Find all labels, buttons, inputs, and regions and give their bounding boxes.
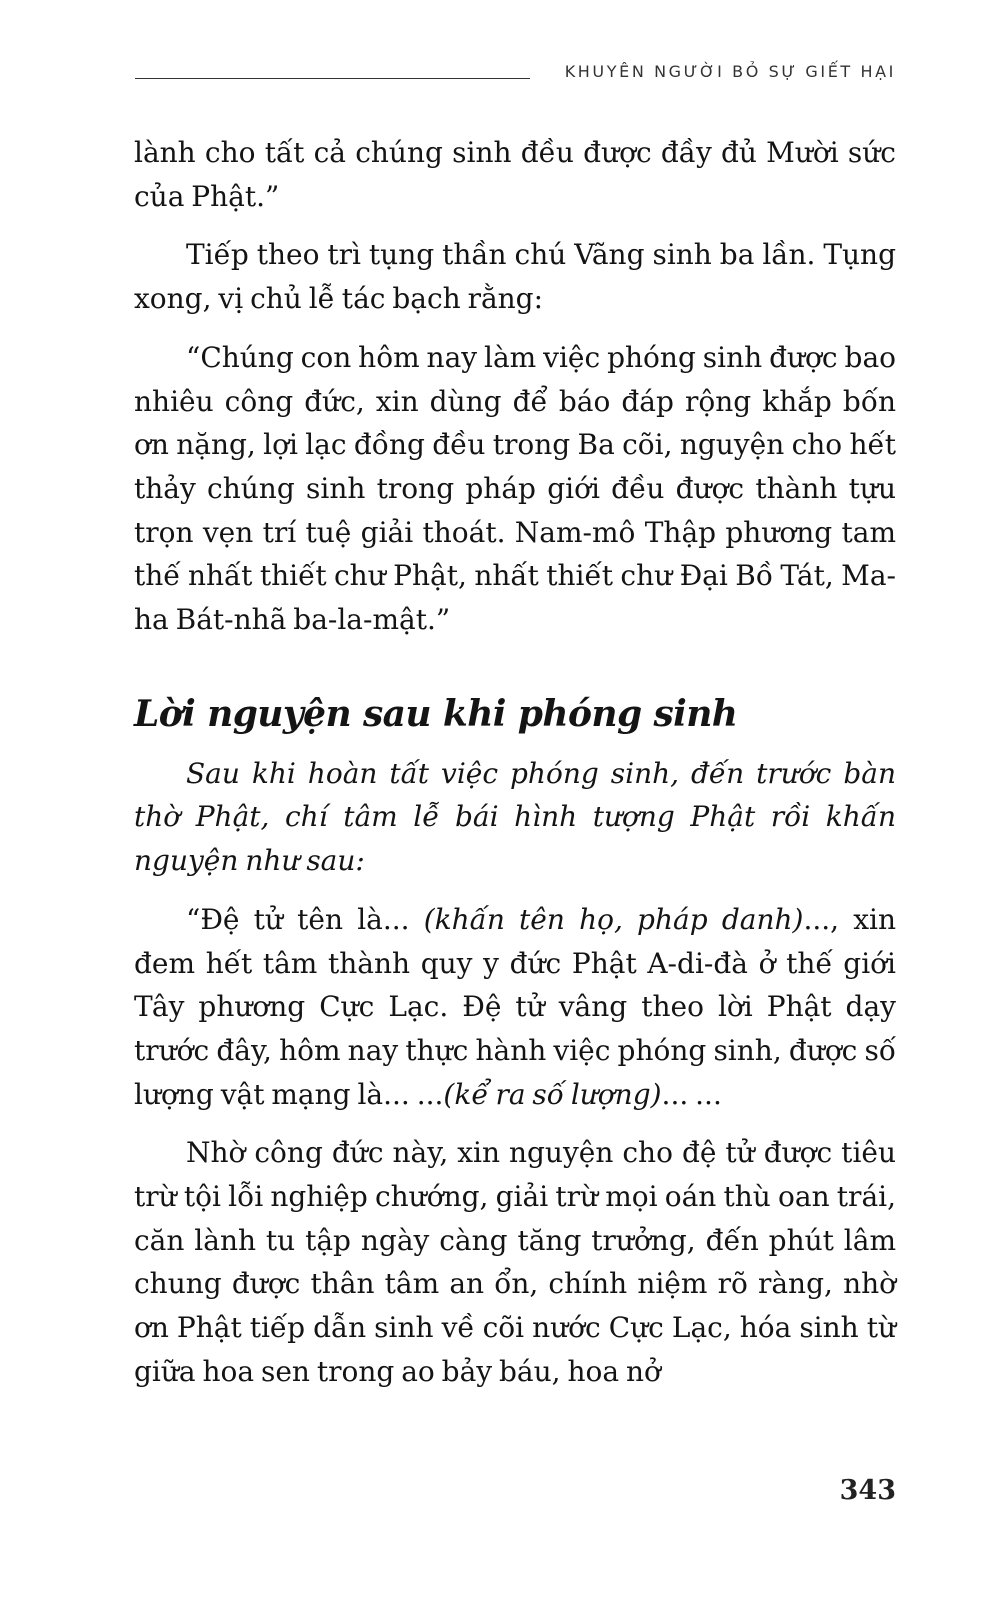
page-number: 343 — [839, 1475, 896, 1506]
paragraph-dedication-prayer: “Chúng con hôm nay làm việc phóng sinh được bao nhiêu công đức, xin dùng để báo đáp rộng khắp bốn ơn nặng, lợi lạc đồng đều trong Ba cõi, nguyện cho hết thảy chúng sinh trong pháp giới đều được thành tựu trọn vẹn trí tuệ giải thoát. Nam-mô Thập phương tam thế nhất thiết chư Phật, nhất thiết chư Đại Bồ Tát, Ma-ha Bát-nhã ba-la-mật.” — [134, 340, 896, 637]
paragraph-vow — [134, 898, 896, 1117]
header-rule — [135, 78, 530, 79]
vow-text-end: ... ... — [661, 1077, 722, 1111]
vow-text-middle: ..., xin đem hết tâm thành quy y đức Phật A-di-đà ở thế giới Tây phương Cực Lạc. Đệ tử vâng theo lời Phật dạy trước đây, hôm nay thực hành việc phóng sinh, được số lượng vật mạng là... ... — [134, 902, 897, 1111]
paragraph-recitation: Tiếp theo trì tụng thần chú Vãng sinh ba lần. Tụng xong, vị chủ lễ tác bạch rằng: — [134, 238, 896, 316]
paragraph-merit-vow: Nhờ công đức này, xin nguyện cho đệ tử được tiêu trừ tội lỗi nghiệp chướng, giải trừ mọi oán thù oan trái, căn lành tu tập ngày càng tăng trưởng, đến phút lâm chung được thân tâm an ổn, chính niệm rõ ràng, nhờ ơn Phật tiếp dẫn sinh về cõi nước Cực Lạc, hóa sinh từ giữa hoa sen trong ao bảy báu, hoa nở — [134, 1136, 896, 1388]
vow-text-start: “Đệ tử tên là... — [186, 902, 424, 936]
vow-note-count: (kể ra số lượng) — [443, 1077, 662, 1111]
section-heading: Lời nguyện sau khi phóng sinh — [134, 692, 738, 735]
paragraph-instruction: Sau khi hoàn tất việc phóng sinh, đến trước bàn thờ Phật, chí tâm lễ bái hình tượng Phật rồi khấn nguyện như sau: — [134, 756, 896, 878]
page-body — [134, 131, 896, 1394]
paragraph-continuation: lành cho tất cả chúng sinh đều được đầy đủ Mười sức của Phật.” — [134, 136, 896, 213]
running-head: KHUYÊN NGƯỜI BỎ SỰ GIẾT HẠI — [564, 62, 896, 81]
vow-note-name: (khấn tên họ, pháp danh) — [423, 902, 804, 936]
